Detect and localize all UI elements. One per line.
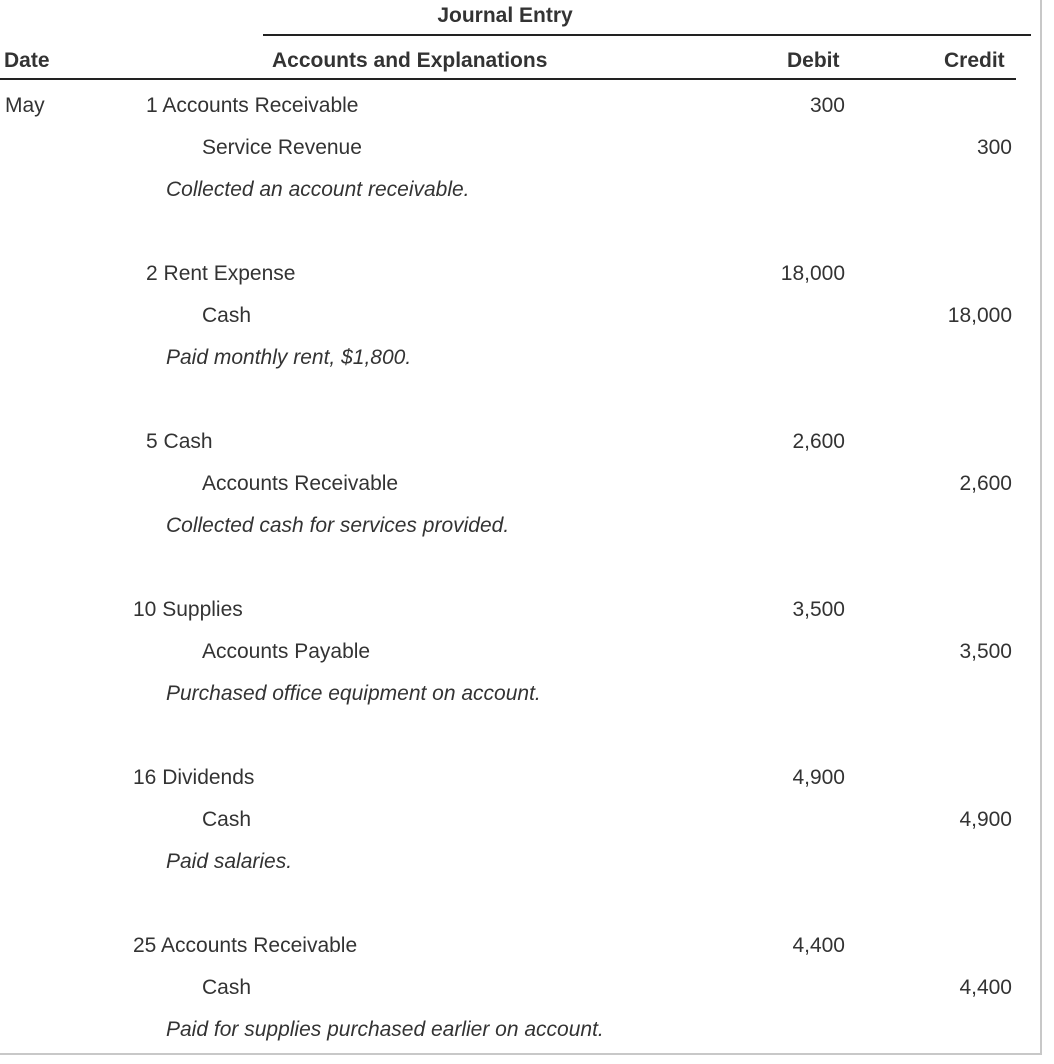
entry-debit-account: Accounts Receivable [161, 934, 358, 957]
entry-explanation: Paid salaries. [166, 850, 293, 873]
entry-credit-account: Service Revenue [202, 136, 362, 159]
entry-debit-amount: 3,500 [792, 598, 845, 621]
entry-credit-account: Accounts Payable [202, 640, 371, 663]
entry-credit-amount: 300 [976, 136, 1012, 159]
entry-day: 10 [133, 598, 157, 621]
header-rule [0, 78, 1016, 80]
entry-debit-account: Cash [163, 430, 213, 453]
entry-debit-account: Supplies [162, 598, 243, 621]
entry-debit-line [146, 262, 295, 286]
header-date: Date [4, 49, 50, 72]
header-debit: Debit [787, 49, 840, 72]
entry-debit-account: Dividends [162, 766, 255, 789]
entry-debit-account: Rent Expense [163, 262, 296, 285]
entry-credit-account: Cash [202, 976, 252, 999]
entry-day: 1 [146, 94, 158, 117]
entry-credit-amount: 18,000 [947, 304, 1012, 327]
header-accounts: Accounts and Explanations [272, 49, 548, 72]
entry-credit-account: Accounts Receivable [202, 472, 399, 495]
entry-debit-amount: 4,400 [792, 934, 845, 957]
entry-debit-line [133, 598, 243, 622]
entry-debit-line [133, 766, 254, 790]
entry-debit-amount: 300 [809, 94, 845, 117]
entry-credit-amount: 4,900 [959, 808, 1012, 831]
entry-month: May [5, 94, 45, 117]
entry-credit-amount: 4,400 [959, 976, 1012, 999]
entry-day: 16 [133, 766, 157, 789]
entry-debit-amount: 2,600 [792, 430, 845, 453]
entry-debit-amount: 4,900 [792, 766, 845, 789]
entry-day: 25 [133, 934, 157, 957]
entry-explanation: Paid monthly rent, $1,800. [166, 346, 412, 369]
entry-debit-account: Accounts Receivable [162, 94, 359, 117]
entry-day: 2 [146, 262, 158, 285]
entry-debit-amount: 18,000 [780, 262, 845, 285]
entry-credit-amount: 3,500 [959, 640, 1012, 663]
entry-explanation: Collected an account receivable. [166, 178, 470, 201]
entry-debit-line [133, 934, 357, 958]
entry-credit-account: Cash [202, 304, 252, 327]
journal-title: Journal Entry [437, 4, 573, 27]
entry-debit-line [146, 430, 213, 454]
entry-explanation: Purchased office equipment on account. [166, 682, 541, 705]
entry-credit-account: Cash [202, 808, 252, 831]
entry-debit-line [146, 94, 358, 118]
entry-day: 5 [146, 430, 158, 453]
header-credit: Credit [944, 49, 1005, 72]
entry-credit-amount: 2,600 [959, 472, 1012, 495]
title-rule [263, 34, 1031, 36]
entry-explanation: Paid for supplies purchased earlier on account. [166, 1018, 604, 1041]
entry-explanation: Collected cash for services provided. [166, 514, 510, 537]
